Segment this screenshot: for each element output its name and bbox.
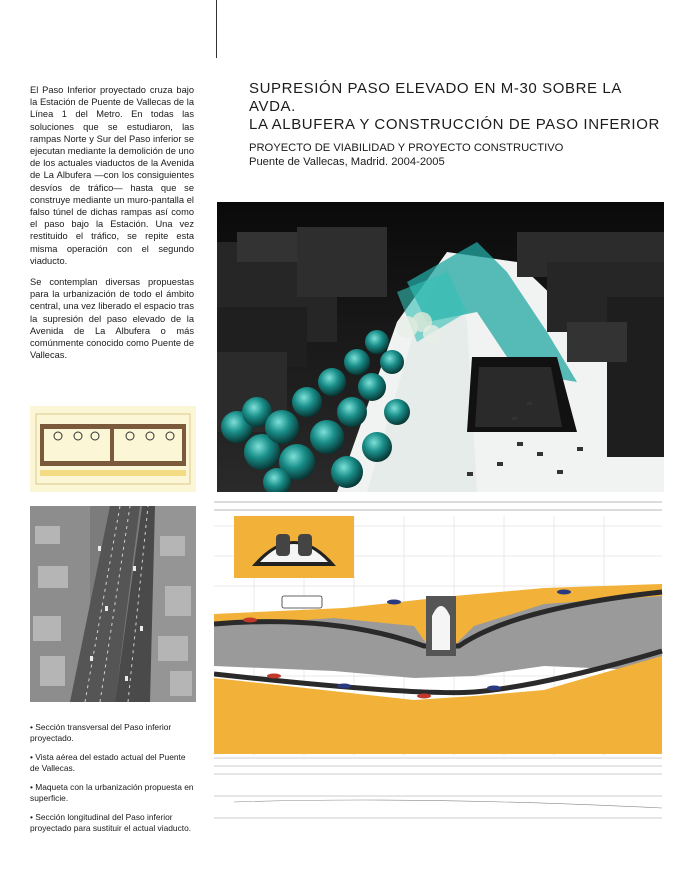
model-render-image — [217, 202, 664, 492]
caption-cross-section: • Sección transversal del Paso inferior proyectado. — [30, 722, 172, 743]
top-divider-line — [216, 0, 217, 58]
title-line-2: LA ALBUFERA Y CONSTRUCCIÓN DE PASO INFERIOR — [249, 116, 660, 133]
caption-model: • Maqueta con la urbanización propuesta en superficie. — [30, 782, 194, 803]
cross-section-image — [30, 406, 196, 492]
page-title — [249, 80, 669, 134]
subtitle-line-1: PROYECTO DE VIABILIDAD Y PROYECTO CONSTRUCTIVO — [249, 142, 564, 154]
aerial-photo-image — [30, 506, 196, 702]
image-captions — [30, 722, 195, 842]
intro-paragraph-2: Se contemplan diversas propuestas para la urbanización de todo el ámbito central, una vez liberado el espacio tras la supresión del paso elevado de la Avenida de La Albufera o más comúnmente conocido como Puente de Vallecas. — [30, 277, 194, 361]
intro-text — [30, 84, 194, 370]
subtitle-line-2: Puente de Vallecas, Madrid. 2004-2005 — [249, 156, 445, 168]
caption-longitudinal-section: • Sección longitudinal del Paso inferior proyectado para sustituir el actual viaducto. — [30, 812, 192, 833]
title-line-1: SUPRESIÓN PASO ELEVADO EN M-30 SOBRE LA AVDA. — [249, 80, 622, 115]
page-subtitle — [249, 141, 669, 169]
intro-paragraph-1: El Paso Inferior proyectado cruza bajo la Estación de Puente de Vallecas de la Línea 1 del Metro. En todas las soluciones que se estudiaron, las rampas Norte y Sur del Paso inferior se ejecutan mediante la demolición de uno de los actuales viaductos de la Avenida de La Albufera —con los consiguientes desvíos de tráfico— hasta que se construye mediante un muro-pantalla el falso túnel de dichas rampas así como el paso bajo la Estación. Una vez restituido el tráfico, se repite esta misma operación con el segundo viaducto. — [30, 85, 194, 266]
caption-aerial-view: • Vista aérea del estado actual del Puente de Vallecas. — [30, 752, 186, 773]
longitudinal-section-image — [214, 496, 664, 826]
